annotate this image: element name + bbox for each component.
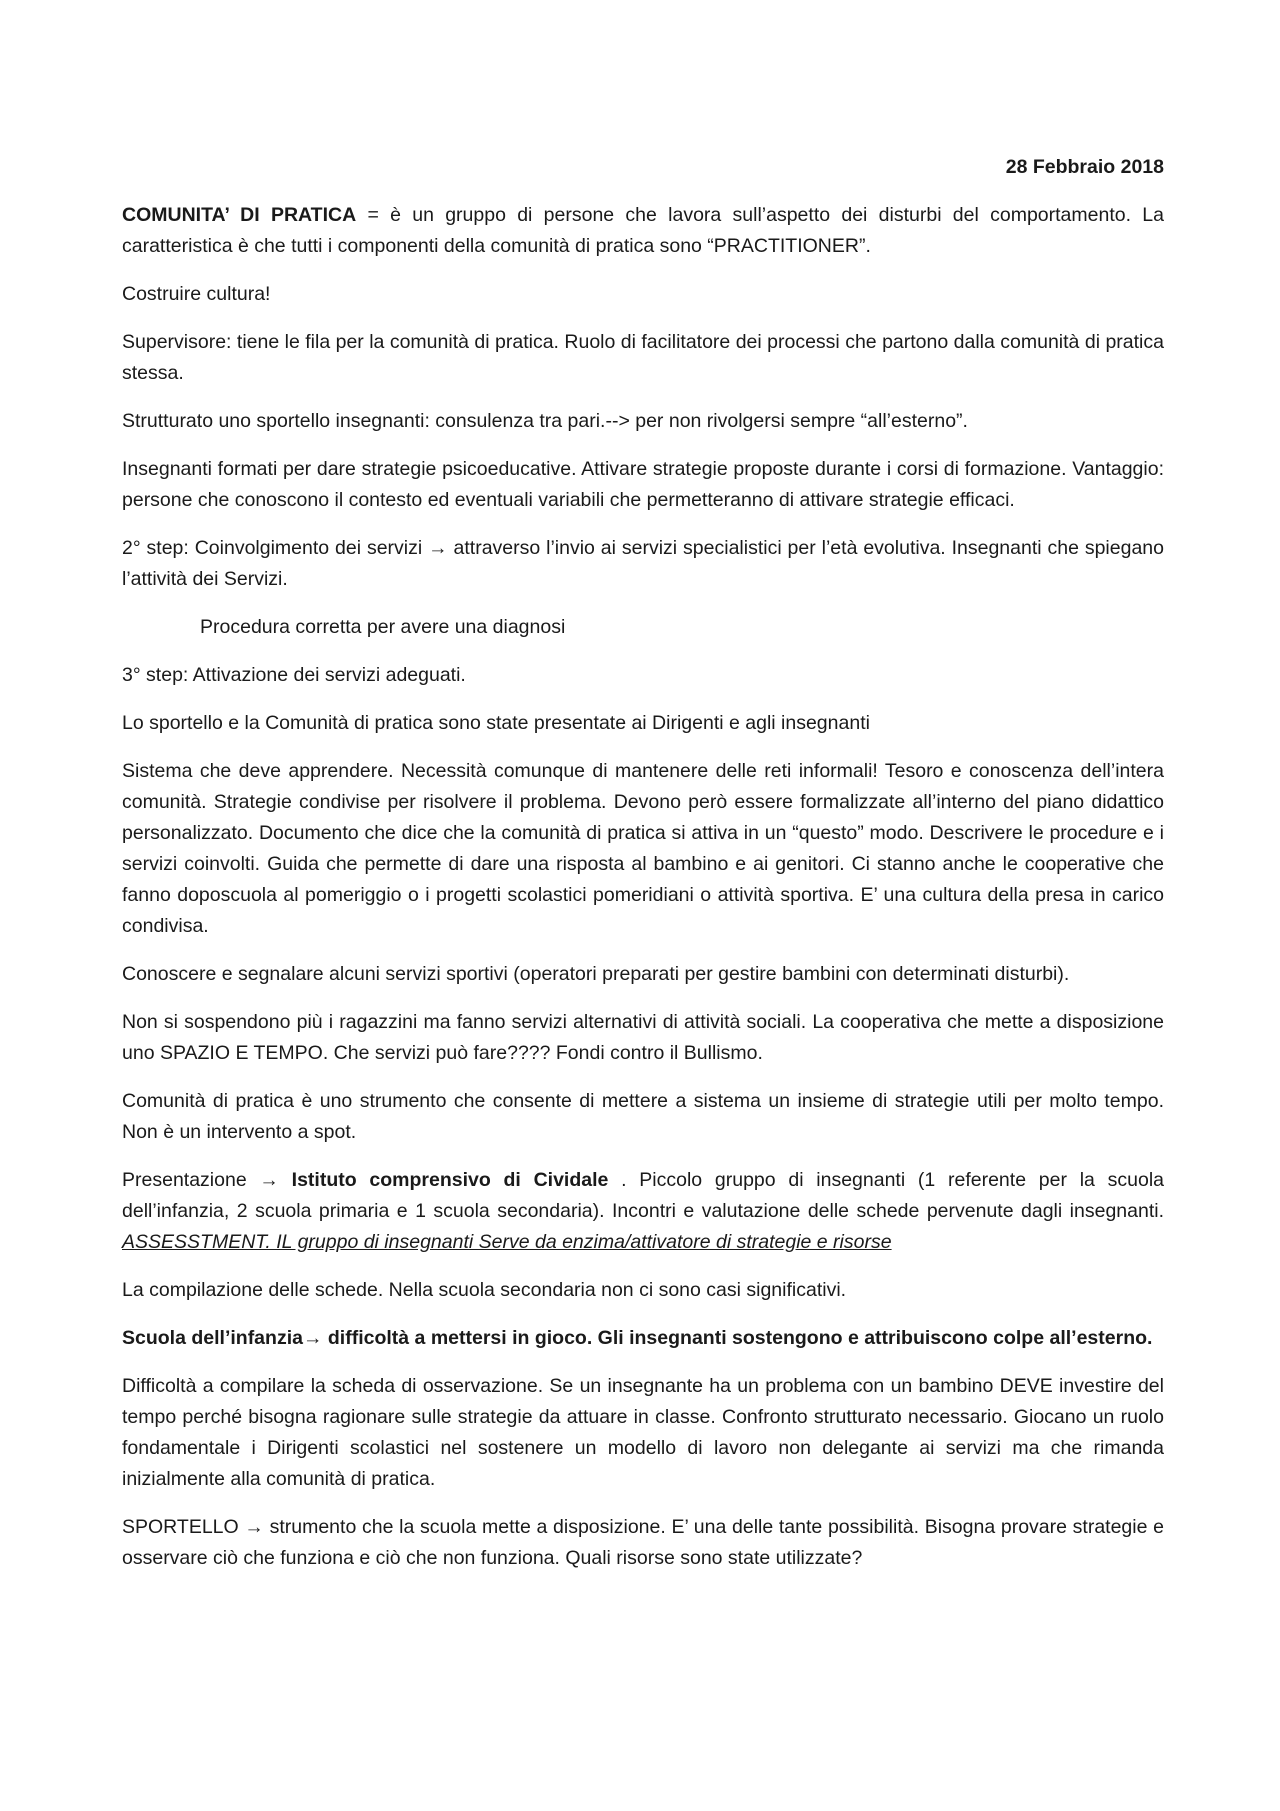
paragraph-difficolta: Difficoltà a compilare la scheda di osservazione. Se un insegnante ha un problema con un bambino DEVE investire del tempo perché bisogna ragionare sulle strategie da attuare in classe. Confronto strutturato necessario. Giocano un ruolo fondamentale i Dirigenti scolastici nel sostenere un modello di lavoro non delegante ai servizi ma che rimanda inizialmente alla comunità di pratica.: [122, 1375, 1164, 1490]
paragraph-scuola-infanzia: [122, 1323, 1164, 1354]
istituto-name: Istituto comprensivo di Cividale: [278, 1169, 609, 1191]
step-2-text: attraverso l’invio ai servizi specialistici per l’età evolutiva. Insegnanti che spiegano l’attività dei Servizi.: [122, 537, 1164, 590]
paragraph-compilazione: La compilazione delle schede. Nella scuola secondaria non ci sono casi significativi.: [122, 1279, 847, 1301]
paragraph-presentazione-dirigenti: Lo sportello e la Comunità di pratica sono state presentate ai Dirigenti e agli insegnanti: [122, 712, 870, 734]
arrow-right-icon: →: [302, 1327, 323, 1349]
paragraph-step-2: [122, 533, 1164, 595]
paragraph-sportello: [122, 1512, 1164, 1574]
step-2-label: 2° step: Coinvolgimento dei servizi: [122, 537, 429, 559]
paragraph-presentazione-istituto: [122, 1165, 1164, 1258]
paragraph-sospensioni: Non si sospendono più i ragazzini ma fanno servizi alternativi di attività sociali. La cooperativa che mette a disposizione uno SPAZIO E TEMPO. Che servizi può fare???? Fondi contro il Bullismo.: [122, 1011, 1164, 1064]
paragraph-insegnanti-formati: Insegnanti formati per dare strategie psicoeducative. Attivare strategie proposte durante i corsi di formazione. Vantaggio: persone che conoscono il contesto ed eventuali variabili che permetteranno di attivare strategie efficaci.: [122, 458, 1164, 511]
definition-term: COMUNITA’ DI PRATICA: [122, 204, 357, 226]
arrow-right-icon: →: [244, 1516, 264, 1538]
paragraph-costruire-cultura: Costruire cultura!: [122, 283, 271, 305]
paragraph-sistema: Sistema che deve apprendere. Necessità comunque di mantenere delle reti informali! Tesoro e conoscenza dell’intera comunità. Strategie condivise per risolvere il problema. Devono però essere formalizzate all’interno del piano didattico personalizzato. Documento che dice che la comunità di pratica si attiva in un “questo” modo. Descrivere le procedure e i servizi coinvolti. Guida che permette di dare una risposta al bambino e ai genitori. Ci stanno anche le cooperative che fanno doposcuola al pomeriggio o i progetti scolastici pomeridiani o attività sportiva. E’ una cultura della presa in carico condivisa.: [122, 760, 1164, 937]
sportello-label: SPORTELLO: [122, 1516, 245, 1538]
infanzia-label: Scuola dell’infanzia: [122, 1327, 303, 1349]
paragraph-procedura: Procedura corretta per avere una diagnosi: [200, 616, 566, 638]
paragraph-strumento: Comunità di pratica è uno strumento che consente di mettere a sistema un insieme di strategie utili per molto tempo. Non è un intervento a spot.: [122, 1090, 1164, 1143]
paragraph-servizi-sportivi: Conoscere e segnalare alcuni servizi sportivi (operatori preparati per gestire bambini con determinati disturbi).: [122, 963, 1070, 985]
paragraph-sportello-insegnanti: Strutturato uno sportello insegnanti: consulenza tra pari.--> per non rivolgersi sempre “all’esterno”.: [122, 410, 968, 432]
presentazione-label: Presentazione: [122, 1169, 260, 1191]
arrow-right-icon: →: [428, 537, 448, 559]
arrow-right-icon: →: [259, 1169, 279, 1191]
paragraph-step-3: 3° step: Attivazione dei servizi adeguati.: [122, 664, 466, 686]
paragraph-supervisore: Supervisore: tiene le fila per la comunità di pratica. Ruolo di facilitatore dei processi che partono dalla comunità di pratica stessa.: [122, 331, 1164, 384]
document-page: [122, 152, 1164, 1591]
sportello-text: strumento che la scuola mette a disposizione. E’ una delle tante possibilità. Bisogna provare strategie e osservare ciò che funziona e ciò che non funziona. Quali risorse sono state utilizzate?: [122, 1516, 1164, 1569]
infanzia-text: difficoltà a mettersi in gioco. Gli insegnanti sostengono e attribuiscono colpe all’esterno.: [322, 1327, 1153, 1349]
presentazione-text: . Piccolo gruppo di insegnanti (1 referente per la scuola dell’infanzia, 2 scuola primaria e 1 scuola secondaria). Incontri e valutazione delle schede pervenute dagli insegnanti.: [122, 1169, 1165, 1222]
document-date: 28 Febbraio 2018: [1005, 156, 1164, 178]
assessment-note: ASSESSTMENT. IL gruppo di insegnanti Serve da enzima/attivatore di strategie e risorse: [122, 1231, 892, 1253]
paragraph-definition: [122, 200, 1164, 262]
definition-text: = è un gruppo di persone che lavora sull’aspetto dei disturbi del comportamento. La caratteristica è che tutti i componenti della comunità di pratica sono “PRACTITIONER”.: [122, 204, 1164, 257]
